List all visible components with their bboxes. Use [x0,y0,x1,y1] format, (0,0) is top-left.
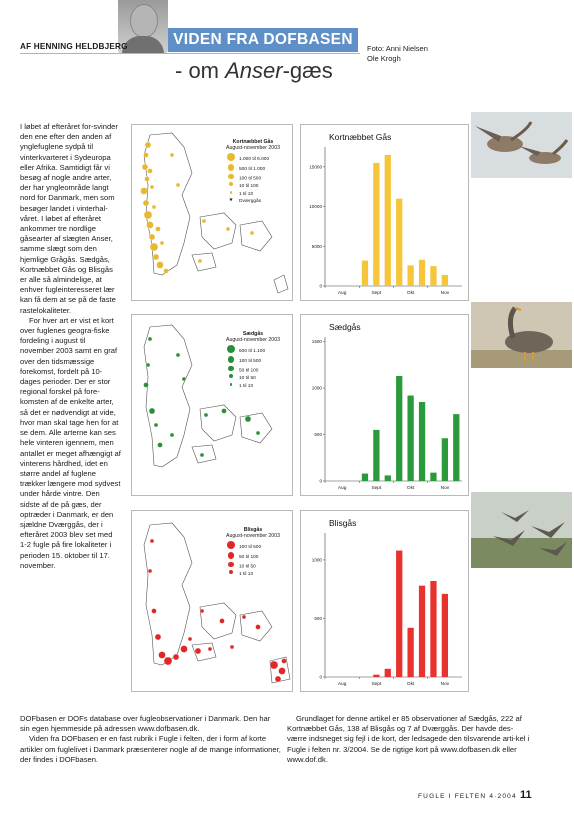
y-tick-label: 0 [319,674,322,680]
x-tick-label: Nov [440,682,450,687]
map-marker [150,185,154,189]
bar [385,475,391,481]
x-tick-label: Aug [337,486,347,491]
map-marker [242,615,246,619]
map-marker [143,200,149,206]
map-marker [159,652,166,659]
map-marker [202,219,206,223]
x-tick-label: Sept [371,682,382,687]
legend-dot-icon [227,562,235,570]
legend-entry: 500 til 1.100 [227,345,289,356]
legend-entry: ★ Dværggås [228,197,262,205]
bar-chart-svg [301,315,468,495]
bar [407,265,413,286]
legend-entry: 10 til 100 [227,182,289,190]
map-marker [145,177,150,182]
bar [442,594,448,677]
map-marker [173,654,179,660]
chart-saedgaas [300,314,469,496]
map-marker [141,188,148,195]
bar-chart-svg [301,511,468,691]
legend-entry: 1.000 til 6.000 [227,153,289,164]
map-marker [142,164,148,170]
map-marker [154,423,158,427]
legend-dot-icon [227,345,235,356]
header-rule [20,53,360,54]
legend-entry: 1 til 10 [227,570,289,578]
map-marker [270,661,278,669]
map-marker [200,609,204,613]
bar [373,675,379,677]
map-marker [170,433,174,437]
x-tick-label: Aug [337,682,347,687]
chart-title: Blisgås [329,518,357,528]
map-marker [208,647,212,651]
y-tick-label: 15000 [309,164,322,170]
bar [373,163,379,286]
chart-kortnaebbet-gaas [300,124,469,301]
x-tick-label: Okt [406,486,415,491]
map-marker [146,363,150,367]
map-marker [226,227,230,231]
bar [442,438,448,481]
bar [396,551,402,677]
map-marker [282,659,287,664]
footer-right-text: Grundlaget for denne artikel er 85 observationer af Sædgås, 222 af Kortnæbbet Gås, 138 af Blisgås og 7 af Dværggås. Der havde des-værre indsneget sig fejl i de kort, der ledsagede den tilsvarende arti-kel i Fugle i felten nr. 3/2004. Se de rigtige kort på www.dofbasen.dk eller www.dof.dk. [287,714,530,764]
map-marker [188,637,192,641]
map-marker [144,383,149,388]
magazine-issue: FUGLE I FELTEN 4·2004 [418,793,517,800]
bar [430,473,436,481]
x-tick-label: Nov [440,291,450,296]
y-tick-label: 5000 [311,243,322,249]
footer-left-text: DOFbasen er DOFs database over fugleobservationer i Danmark. Den har sin egen hjemmeside på adressen www.dofbasen.dk. Viden fra DOFbasen er en fast rubrik i Fugle i felten, der i form af korte artikler om fuglelivet i Danmark præsenterer nogle af de mange informationer, der findes i DOFbasen. [20,714,281,764]
bar [396,376,402,481]
legend-entry: 1 til 10 [227,382,289,390]
map-marker [148,169,153,174]
legend-entry: 50 til 100 [227,552,289,562]
legend-dot-icon [227,541,235,552]
photo-credit: Foto: Anni Nielsen Ole Krogh [367,44,428,63]
map-marker [200,453,204,457]
y-tick-label: 0 [319,283,322,289]
bar [442,275,448,286]
bar [430,266,436,286]
chart-title: Kortnæbbet Gås [329,132,392,142]
map-marker [157,262,164,269]
map-marker [230,645,234,649]
legend-entry: 500 til 1.000 [227,164,289,174]
legend-dot-icon [227,190,235,197]
map-marker [150,539,154,543]
photo-pink-footed-geese [471,112,572,178]
map-marker [156,227,161,232]
bar [373,430,379,481]
map-marker [147,222,154,229]
bar [396,199,402,286]
map-marker [150,243,158,251]
map-marker [170,153,174,157]
bar [453,414,459,481]
legend-entry: 50 til 100 [227,366,289,374]
star-icon: ★ [228,197,234,204]
map-blisgaas: Blisgås August-november 2003 100 til 500 50 til 100 10 til 50 1 til 10 [131,510,293,692]
bar [407,396,413,481]
map-marker [148,337,152,341]
map-marker [149,408,155,414]
legend-dot-icon [227,356,235,366]
body-paragraph: I løbet af efteråret for-svinder den ene efter den anden af ynglefuglene sydpå til vinterkvarteret i Sydeuropa eller Afrika. Samtidigt får vi besøg af nogle andre arter, der har yngleområde langt nord for Danmark, men som besøger landet i vinterhal-våret. I løbet af efteråret ankommer tre nordlige gåsearter af slægten Anser, samme slægt som den hjemlige Grågås. Sædgås, Kortnæbbet Gås og Blisgås er alle så almindelige, at enhver fugleinteresseret lær kan få dem at se på de faste rastelokaliteter. [20,122,118,315]
map-marker [145,142,151,148]
x-tick-label: Sept [371,486,382,491]
map-kortnaebbet-gaas: Kortnæbbet Gås August-november 2003 1.000 til 6.000 500 til 1.000 100 til 500 10 til 100 1 til 10 ★ Dværggås [131,124,293,301]
map-marker [256,431,260,435]
bar [362,474,368,481]
map-marker [220,619,225,624]
legend-entry: 10 til 50 [227,562,289,570]
y-tick-label: 0 [319,478,322,484]
map-marker [158,443,163,448]
legend-dot-icon [227,182,235,189]
x-tick-label: Okt [406,682,415,687]
legend-dot-icon [227,570,235,577]
legend-dot-icon [227,164,235,174]
photo-bean-goose [471,302,572,368]
map-marker [198,259,202,263]
x-tick-label: Aug [337,291,347,296]
map-marker [164,657,172,665]
map-marker [164,269,169,274]
bar [419,260,425,286]
chart-title: Sædgås [329,322,361,332]
legend-dot-icon [227,382,235,389]
article-subtitle: - om Anser-gæs [175,58,333,83]
map-marker [152,205,156,209]
legend-dot-icon [227,153,235,164]
x-tick-label: Nov [440,486,450,491]
bar [419,402,425,481]
legend-dot-icon [227,374,235,381]
map-marker [250,231,254,235]
x-tick-label: Sept [371,291,382,296]
map-marker [176,183,180,187]
bar [407,628,413,677]
bar [362,261,368,286]
section-banner: VIDEN FRA DOFBASEN [168,28,358,52]
map-marker [153,254,159,260]
map-marker [275,676,281,682]
chart-blisgaas [300,510,469,692]
map-marker [222,409,227,414]
map-marker [279,668,286,675]
body-paragraph: For hver art er vist et kort over fuglenes geogra-fiske fordeling i august til november 2003 samt en graf over den tidsmæssige forekomst, fordelt på 10-dages perioder. Der er stor regional forskel på fore-komsten af de enkelte arter, så det er nødvendigt at vide, hvor man skal tage hen for at se dem. Alle arterne kan ses hele vinteren igennem, men antallet er meget afhængigt af vinterens hårdhed, idet en større andel af fuglene trækker længere mod sydvest under hårde vintre. Den sidste af de på gæs, der optræder i Danmark, er den sjældne Dværggås, der i efteråret 2003 blev set med 1-2 fugle på fire lokaliteter i perioden 15. oktober til 17. november. [20,315,121,570]
legend-entry: 10 til 50 [227,374,289,382]
y-tick-label: 500 [314,432,322,438]
map-marker [256,625,261,630]
map-marker [204,413,208,417]
bar [385,669,391,677]
legend-dot-icon [227,552,235,562]
map-marker [144,211,152,219]
legend-entry: 100 til 500 [227,174,289,182]
author-byline: AF HENNING HELDBJERG [20,42,128,51]
y-tick-label: 1000 [311,557,322,563]
photo-white-fronted-geese [471,492,572,568]
bar [385,155,391,286]
x-tick-label: Okt [406,291,415,296]
legend-entry: 100 til 500 [227,541,289,552]
y-tick-label: 10000 [309,204,322,210]
map-marker [148,569,152,573]
map-marker [155,634,161,640]
article-body [20,122,121,571]
legend-entry: 1 til 10 [227,190,289,198]
map-marker [144,153,149,158]
legend-dot-icon [227,174,235,182]
map-marker [160,241,164,245]
legend-dot-icon [227,366,235,374]
map-marker [245,416,251,422]
map-marker [149,234,155,240]
map-marker [176,353,180,357]
y-tick-label: 1000 [311,385,322,391]
bar-chart-svg [301,125,468,300]
y-tick-label: 500 [314,616,322,622]
map-saedgaas: Sædgås August-november 2003 500 til 1.100 100 til 500 50 til 100 10 til 50 1 til 10 [131,314,293,496]
y-tick-label: 1500 [311,339,322,345]
page-number: 11 [520,789,532,801]
bar [419,586,425,677]
map-marker [181,646,188,653]
legend-entry: 100 til 500 [227,356,289,366]
map-marker [195,648,201,654]
bar [430,581,436,677]
map-marker [152,609,157,614]
map-marker [182,377,186,381]
